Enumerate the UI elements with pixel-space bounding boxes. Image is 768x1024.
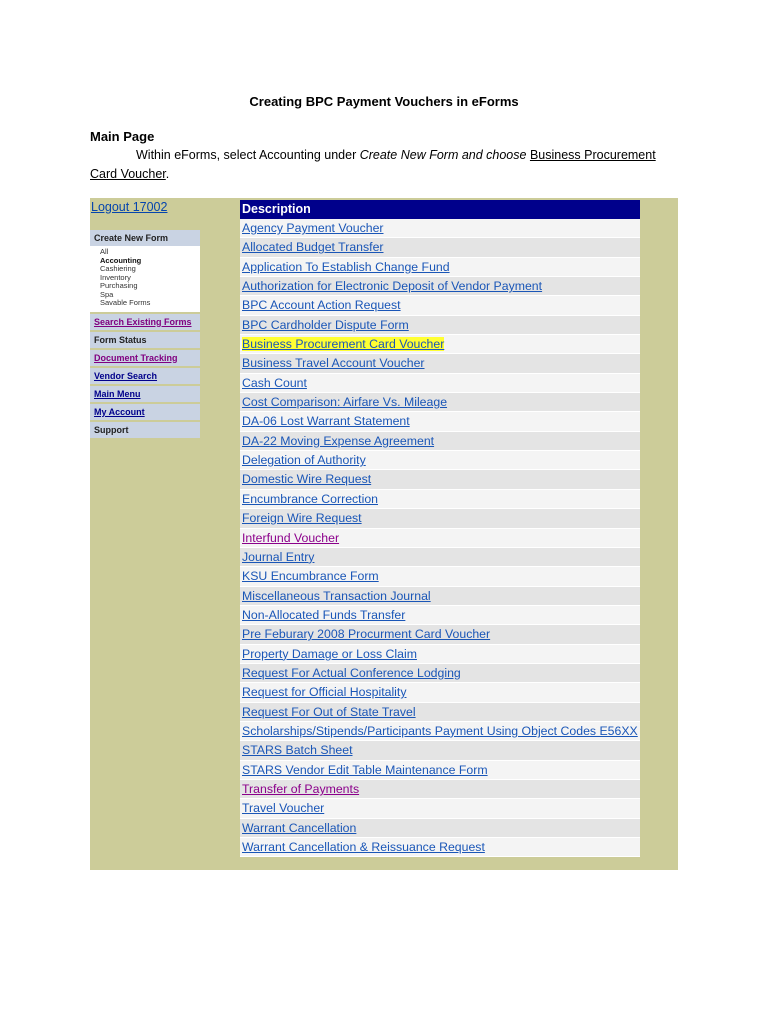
table-row (240, 316, 640, 335)
form-link[interactable]: Foreign Wire Request (242, 511, 362, 526)
table-row (240, 432, 640, 451)
instructions (90, 146, 670, 184)
form-link[interactable]: Authorization for Electronic Deposit of Vendor Payment (242, 279, 543, 294)
form-link[interactable]: Miscellaneous Transaction Journal (242, 588, 431, 603)
section-heading: Main Page (90, 129, 155, 144)
instruction-link: Business Procurement Card Voucher (90, 148, 656, 181)
submenu-item-cashiering[interactable]: Cashiering (100, 264, 136, 273)
form-link[interactable]: DA-22 Moving Expense Agreement (242, 433, 435, 448)
table-row (240, 683, 640, 702)
table-row (240, 587, 640, 606)
form-link[interactable]: KSU Encumbrance Form (242, 569, 379, 584)
form-link[interactable]: Scholarships/Stipends/Participants Payment Using Object Codes E56XX (242, 723, 638, 738)
form-link[interactable]: BPC Cardholder Dispute Form (242, 317, 409, 332)
document-title: Creating BPC Payment Vouchers in eForms (249, 94, 519, 109)
form-link[interactable]: Request For Out of State Travel (242, 704, 416, 719)
form-link[interactable]: Domestic Wire Request (242, 472, 372, 487)
table-row (240, 490, 640, 509)
form-link[interactable]: Travel Voucher (242, 801, 325, 816)
table-row (240, 838, 640, 857)
table-row (240, 780, 640, 799)
table-row (240, 374, 640, 393)
table-header-description: Description (240, 200, 640, 219)
form-link[interactable]: Journal Entry (242, 549, 315, 564)
table-row (240, 296, 640, 315)
sidebar-item-support[interactable]: Support (90, 422, 200, 438)
table-row (240, 761, 640, 780)
form-link[interactable]: STARS Vendor Edit Table Maintenance Form (242, 762, 488, 777)
table-row (240, 625, 640, 644)
submenu-item-spa[interactable]: Spa (100, 289, 114, 299)
create-new-form-submenu (90, 246, 200, 312)
instruction-end: . (165, 167, 170, 181)
table-row (240, 354, 640, 373)
form-link[interactable]: Warrant Cancellation & Reissuance Request (242, 840, 485, 854)
table-row (240, 470, 640, 489)
form-link[interactable]: Pre Feburary 2008 Procurment Card Voucher (242, 627, 491, 642)
form-link[interactable]: Warrant Cancellation (242, 820, 357, 835)
table-row (240, 509, 640, 528)
table-row (240, 412, 640, 431)
sidebar-item-form-status[interactable]: Form Status (90, 332, 200, 348)
table-row (240, 645, 640, 664)
table-row (240, 335, 640, 354)
submenu-item-purchasing[interactable]: Purchasing (100, 281, 138, 290)
form-link[interactable]: Transfer of Payments (242, 781, 360, 796)
instruction-italic: Create New Form and choose (359, 148, 530, 162)
instruction-text: Within eForms, select Accounting under (136, 148, 360, 162)
form-link[interactable]: Interfund Voucher (242, 530, 340, 545)
table-row (240, 277, 640, 296)
form-link[interactable]: Property Damage or Loss Claim (242, 646, 417, 661)
submenu-item-accounting[interactable]: Accounting (100, 255, 142, 265)
logout-link[interactable]: Logout 17002 (91, 200, 168, 214)
form-link[interactable]: DA-06 Lost Warrant Statement (242, 414, 410, 429)
table-row (240, 451, 640, 470)
form-link[interactable]: Business Travel Account Voucher (242, 356, 425, 371)
table-row (240, 258, 640, 277)
create-new-form-header[interactable]: Create New Form (90, 230, 200, 246)
form-link[interactable]: Allocated Budget Transfer (242, 240, 384, 255)
form-link[interactable]: Application To Establish Change Fund (242, 259, 450, 274)
table-row (240, 722, 640, 741)
sidebar-item-document-tracking[interactable]: Document Tracking (90, 350, 200, 366)
table-row (240, 799, 640, 818)
form-link[interactable]: Encumbrance Correction (242, 491, 379, 506)
form-link[interactable]: STARS Batch Sheet (242, 743, 353, 758)
sidebar-item-vendor-search[interactable]: Vendor Search (90, 368, 200, 384)
submenu-item-inventory[interactable]: Inventory (100, 272, 131, 282)
form-link[interactable]: BPC Account Action Request (242, 298, 401, 313)
sidebar-item-main-menu[interactable]: Main Menu (90, 386, 200, 402)
eforms-screenshot (90, 198, 678, 870)
table-row (240, 529, 640, 548)
table-row (240, 548, 640, 567)
submenu-item-savable-forms[interactable]: Savable Forms (100, 298, 151, 307)
form-link[interactable]: Request for Official Hospitality (242, 685, 407, 700)
form-link[interactable]: Request For Actual Conference Lodging (242, 665, 461, 680)
table-row (240, 567, 640, 586)
sidebar-item-search-existing-forms[interactable]: Search Existing Forms (90, 314, 200, 330)
form-link[interactable]: Non-Allocated Funds Transfer (242, 607, 406, 622)
table-row (240, 664, 640, 683)
form-link[interactable]: Delegation of Authority (242, 453, 366, 468)
submenu-item-all[interactable]: All (100, 247, 109, 256)
form-link[interactable]: Agency Payment Voucher (242, 221, 384, 235)
sidebar (90, 230, 200, 440)
form-link[interactable]: Cost Comparison: Airfare Vs. Mileage (242, 395, 448, 410)
table-row (240, 606, 640, 625)
form-link[interactable]: Business Procurement Card Voucher (242, 337, 445, 352)
form-link[interactable]: Cash Count (242, 375, 307, 390)
table-row (240, 703, 640, 722)
table-row (240, 819, 640, 838)
table-body (240, 219, 640, 857)
table-row (240, 219, 640, 238)
table-row (240, 741, 640, 760)
sidebar-item-my-account[interactable]: My Account (90, 404, 200, 420)
table-row (240, 393, 640, 412)
forms-table (240, 200, 640, 857)
table-row (240, 238, 640, 257)
